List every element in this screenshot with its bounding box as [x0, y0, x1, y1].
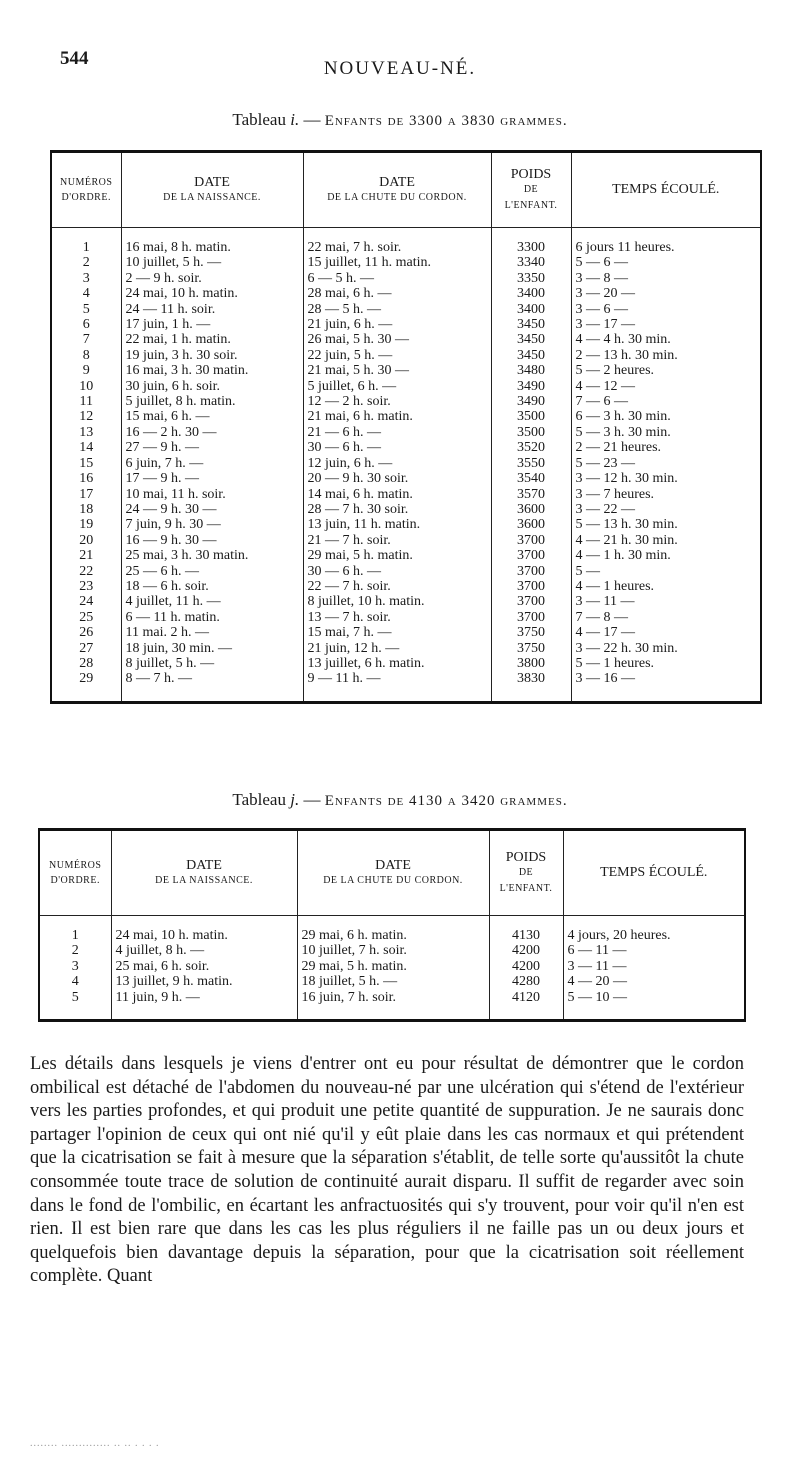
- date-naissance: 5 juillet, 8 h. matin.: [121, 394, 303, 409]
- temps-ecoule: 5 — 6 —: [575, 255, 628, 271]
- row-number: 5: [39, 990, 111, 1021]
- row-number: 23: [51, 579, 121, 594]
- poids: 3600: [491, 502, 571, 517]
- table-row: [39, 974, 745, 989]
- date-chute: 28 — 5 h. —: [303, 302, 491, 317]
- row-number: 29: [51, 671, 121, 702]
- date-chute: 21 juin, 12 h. —: [303, 641, 491, 656]
- row-number: 2: [39, 943, 111, 958]
- table-row: [51, 517, 761, 532]
- temps-ecoule: 3 — 22 h. 30 min.: [575, 640, 678, 656]
- caption-prefix: Tableau: [232, 110, 291, 129]
- poids: 3500: [491, 425, 571, 440]
- date-naissance: 27 — 9 h. —: [121, 440, 303, 455]
- row-number: 13: [51, 425, 121, 440]
- date-naissance: 8 juillet, 5 h. —: [121, 656, 303, 671]
- temps-ecoule: 4 — 1 heures.: [575, 578, 655, 594]
- date-chute: 15 mai, 7 h. —: [303, 625, 491, 640]
- temps-ecoule: 4 — 20 —: [567, 974, 627, 990]
- header-temps: TEMPS ÉCOULÉ.: [563, 830, 745, 916]
- date-naissance: 16 mai, 8 h. matin.: [121, 228, 303, 256]
- temps-ecoule: 2 — 13 h. 30 min.: [575, 347, 678, 363]
- date-naissance: 16 mai, 3 h. 30 matin.: [121, 363, 303, 378]
- table-j-body: [39, 916, 745, 1021]
- date-naissance: 30 juin, 6 h. soir.: [121, 379, 303, 394]
- caption-letter: j.: [290, 790, 300, 809]
- caption-text: Enfants de 4130 a 3420 grammes.: [324, 793, 568, 809]
- date-naissance: 24 mai, 10 h. matin.: [121, 286, 303, 301]
- table-row: [51, 487, 761, 502]
- table-j: [38, 828, 746, 1022]
- footer-dots: ........ .............. .. .. . . . .: [30, 1438, 160, 1449]
- row-number: 17: [51, 487, 121, 502]
- table-row: [39, 943, 745, 958]
- date-naissance: 17 juin, 1 h. —: [121, 317, 303, 332]
- temps-ecoule: 2 — 21 heures.: [575, 440, 662, 456]
- caption-dash: —: [299, 110, 325, 129]
- table-i-caption: [0, 110, 800, 130]
- date-naissance: 15 mai, 6 h. —: [121, 409, 303, 424]
- date-chute: 12 juin, 6 h. —: [303, 456, 491, 471]
- temps-ecoule: 3 — 11 —: [567, 958, 627, 974]
- row-number: 3: [39, 959, 111, 974]
- row-number: 15: [51, 456, 121, 471]
- table-row: [51, 533, 761, 548]
- date-naissance: 18 — 6 h. soir.: [121, 579, 303, 594]
- date-naissance: 16 — 2 h. 30 —: [121, 425, 303, 440]
- poids: 3490: [491, 379, 571, 394]
- date-chute: 18 juillet, 5 h. —: [297, 974, 489, 989]
- poids: 3700: [491, 564, 571, 579]
- date-chute: 21 juin, 6 h. —: [303, 317, 491, 332]
- date-chute: 16 juin, 7 h. soir.: [297, 990, 489, 1021]
- row-number: 4: [51, 286, 121, 301]
- table-row: [51, 302, 761, 317]
- date-chute: 10 juillet, 7 h. soir.: [297, 943, 489, 958]
- header-date-naissance: DATE DE LA NAISSANCE.: [121, 152, 303, 228]
- table-i: [50, 150, 762, 704]
- caption-prefix: Tableau: [232, 790, 291, 809]
- row-number: 22: [51, 564, 121, 579]
- date-chute: 21 — 6 h. —: [303, 425, 491, 440]
- temps-ecoule: 5 — 13 h. 30 min.: [575, 517, 678, 533]
- row-number: 27: [51, 641, 121, 656]
- date-naissance: 19 juin, 3 h. 30 soir.: [121, 348, 303, 363]
- table-row: [51, 425, 761, 440]
- poids: 3540: [491, 471, 571, 486]
- date-naissance: 25 mai, 3 h. 30 matin.: [121, 548, 303, 563]
- caption-text: Enfants de 3300 a 3830 grammes.: [324, 113, 568, 129]
- table-row: [51, 255, 761, 270]
- temps-ecoule: 5 — 23 —: [575, 455, 635, 471]
- date-naissance: 11 mai. 2 h. —: [121, 625, 303, 640]
- poids: 3480: [491, 363, 571, 378]
- table-i-body: [51, 228, 761, 703]
- date-chute: 28 — 7 h. 30 soir.: [303, 502, 491, 517]
- table-row: [39, 959, 745, 974]
- date-chute: 13 juillet, 6 h. matin.: [303, 656, 491, 671]
- temps-ecoule: 7 — 8 —: [575, 609, 628, 625]
- header-poids: POIDS DE L'ENFANT.: [491, 152, 571, 228]
- poids: 3700: [491, 533, 571, 548]
- date-naissance: 25 — 6 h. —: [121, 564, 303, 579]
- row-number: 1: [51, 228, 121, 256]
- date-chute: 21 — 7 h. soir.: [303, 533, 491, 548]
- row-number: 25: [51, 610, 121, 625]
- temps-ecoule: 3 — 8 —: [575, 270, 628, 286]
- table-j-caption: [0, 790, 800, 810]
- table-row: [51, 656, 761, 671]
- date-naissance: 2 — 9 h. soir.: [121, 271, 303, 286]
- date-chute: 30 — 6 h. —: [303, 440, 491, 455]
- date-chute: 8 juillet, 10 h. matin.: [303, 594, 491, 609]
- table-row: [51, 317, 761, 332]
- row-number: 10: [51, 379, 121, 394]
- date-naissance: 4 juillet, 11 h. —: [121, 594, 303, 609]
- date-naissance: 16 — 9 h. 30 —: [121, 533, 303, 548]
- row-number: 2: [51, 255, 121, 270]
- temps-ecoule: 7 — 6 —: [575, 394, 628, 410]
- poids: 3700: [491, 579, 571, 594]
- running-head: NOUVEAU-NÉ.: [323, 58, 477, 79]
- row-number: 3: [51, 271, 121, 286]
- date-naissance: 18 juin, 30 min. —: [121, 641, 303, 656]
- table-row: [51, 548, 761, 563]
- date-naissance: 6 — 11 h. matin.: [121, 610, 303, 625]
- temps-ecoule: 6 — 3 h. 30 min.: [575, 409, 671, 425]
- poids: 3800: [491, 656, 571, 671]
- poids: 3400: [491, 286, 571, 301]
- temps-ecoule: 5 — 2 heures.: [575, 363, 655, 379]
- table-row: [51, 625, 761, 640]
- date-chute: 15 juillet, 11 h. matin.: [303, 255, 491, 270]
- temps-ecoule: 6 — 11 —: [567, 943, 627, 959]
- poids: 3450: [491, 317, 571, 332]
- poids: 3550: [491, 456, 571, 471]
- date-chute: 6 — 5 h. —: [303, 271, 491, 286]
- date-chute: 29 mai, 5 h. matin.: [297, 959, 489, 974]
- date-chute: 13 — 7 h. soir.: [303, 610, 491, 625]
- row-number: 7: [51, 332, 121, 347]
- table-row: [51, 610, 761, 625]
- temps-ecoule: 4 — 17 —: [575, 625, 635, 641]
- table-row: [39, 990, 745, 1021]
- temps-ecoule: 5 — 1 heures.: [575, 655, 655, 671]
- date-naissance: 10 juillet, 5 h. —: [121, 255, 303, 270]
- date-chute: 12 — 2 h. soir.: [303, 394, 491, 409]
- temps-ecoule: 3 — 12 h. 30 min.: [575, 471, 678, 487]
- caption-dash: —: [299, 790, 325, 809]
- temps-ecoule: 5 —: [575, 563, 600, 579]
- row-number: 20: [51, 533, 121, 548]
- date-chute: 22 mai, 7 h. soir.: [303, 228, 491, 256]
- date-naissance: 17 — 9 h. —: [121, 471, 303, 486]
- table-row: [51, 564, 761, 579]
- table-row: [39, 916, 745, 944]
- row-number: 12: [51, 409, 121, 424]
- caption-letter: i.: [290, 110, 300, 129]
- poids: 4200: [489, 959, 563, 974]
- row-number: 16: [51, 471, 121, 486]
- date-naissance: 24 mai, 10 h. matin.: [111, 916, 297, 944]
- table-row: [51, 348, 761, 363]
- date-chute: 29 mai, 5 h. matin.: [303, 548, 491, 563]
- date-naissance: 25 mai, 6 h. soir.: [111, 959, 297, 974]
- poids: 3300: [491, 228, 571, 256]
- table-i-header-row: [51, 152, 761, 228]
- poids: 3450: [491, 332, 571, 347]
- body-paragraph: Les détails dans lesquels je viens d'entrer ont eu pour résultat de démontrer que le cordon ombilical est détaché de l'abdomen du nouveau-né par une ulcération qui s'étend de l'extérieur vers les parties profondes, et qui produit une petite quantité de suppuration. Je ne saurais donc partager l'opinion de ceux qui ont nié qu'il y eût plaie dans les cas normaux et qui prétendent que la cicatrisation se fait à mesure que la séparation s'établit, de telle sorte qu'aussitôt la chute consommée toute trace de solution de continuité aurait disparu. Il suffit de regarder avec soin dans le fond de l'ombilic, en écartant les anfractuosités qui s'y trouvent, pour voir qu'il n'en est rien. Il est bien rare que dans les cas les plus réguliers il ne faille pas un ou deux jours et quelquefois bien davantage depuis la séparation, pour que la cicatrisation soit réellement complète. Quant: [30, 1054, 744, 1287]
- header-temps: TEMPS ÉCOULÉ.: [571, 152, 761, 228]
- date-chute: 21 mai, 5 h. 30 —: [303, 363, 491, 378]
- table-row: [51, 456, 761, 471]
- table-row: [51, 502, 761, 517]
- date-chute: 21 mai, 6 h. matin.: [303, 409, 491, 424]
- poids: 3340: [491, 255, 571, 270]
- poids: 3400: [491, 302, 571, 317]
- table-row: [51, 440, 761, 455]
- date-chute: 9 — 11 h. —: [303, 671, 491, 702]
- table-row: [51, 394, 761, 409]
- row-number: 19: [51, 517, 121, 532]
- temps-ecoule: 5 — 10 —: [567, 989, 627, 1005]
- row-number: 9: [51, 363, 121, 378]
- date-naissance: 7 juin, 9 h. 30 —: [121, 517, 303, 532]
- header-poids: POIDS DE L'ENFANT.: [489, 830, 563, 916]
- header-date-chute: DATE DE LA CHUTE DU CORDON.: [303, 152, 491, 228]
- date-chute: 14 mai, 6 h. matin.: [303, 487, 491, 502]
- poids: 3750: [491, 641, 571, 656]
- poids: 3700: [491, 594, 571, 609]
- temps-ecoule: 4 jours, 20 heures.: [567, 928, 671, 943]
- header-numeros: NUMÉROS D'ORDRE.: [39, 830, 111, 916]
- date-naissance: 24 — 9 h. 30 —: [121, 502, 303, 517]
- temps-ecoule: 3 — 22 —: [575, 501, 635, 517]
- temps-ecoule: 5 — 3 h. 30 min.: [575, 424, 671, 440]
- poids: 3700: [491, 548, 571, 563]
- poids: 3570: [491, 487, 571, 502]
- table-row: [51, 471, 761, 486]
- table-j-header-row: [39, 830, 745, 916]
- table-row: [51, 594, 761, 609]
- table-row: [51, 286, 761, 301]
- row-number: 21: [51, 548, 121, 563]
- date-naissance: 24 — 11 h. soir.: [121, 302, 303, 317]
- table-row: [51, 671, 761, 702]
- date-naissance: 13 juillet, 9 h. matin.: [111, 974, 297, 989]
- row-number: 24: [51, 594, 121, 609]
- temps-ecoule: 3 — 6 —: [575, 301, 628, 317]
- header-date-chute: DATE DE LA CHUTE DU CORDON.: [297, 830, 489, 916]
- temps-ecoule: 4 — 21 h. 30 min.: [575, 532, 678, 548]
- date-chute: 29 mai, 6 h. matin.: [297, 916, 489, 944]
- table-row: [51, 228, 761, 256]
- table-row: [51, 409, 761, 424]
- temps-ecoule: 4 — 4 h. 30 min.: [575, 332, 671, 348]
- table-row: [51, 332, 761, 347]
- poids: 4130: [489, 916, 563, 944]
- date-naissance: 10 mai, 11 h. soir.: [121, 487, 303, 502]
- header-numeros: NUMÉROS D'ORDRE.: [51, 152, 121, 228]
- temps-ecoule: 6 jours 11 heures.: [575, 240, 675, 255]
- date-chute: 26 mai, 5 h. 30 —: [303, 332, 491, 347]
- date-naissance: 4 juillet, 8 h. —: [111, 943, 297, 958]
- date-chute: 22 — 7 h. soir.: [303, 579, 491, 594]
- temps-ecoule: 3 — 7 heures.: [575, 486, 655, 502]
- row-number: 26: [51, 625, 121, 640]
- date-chute: 30 — 6 h. —: [303, 564, 491, 579]
- temps-ecoule: 4 — 12 —: [575, 378, 635, 394]
- temps-ecoule: 3 — 11 —: [575, 594, 635, 610]
- temps-ecoule: 3 — 20 —: [575, 286, 635, 302]
- poids: 4200: [489, 943, 563, 958]
- table-row: [51, 363, 761, 378]
- row-number: 4: [39, 974, 111, 989]
- date-chute: 5 juillet, 6 h. —: [303, 379, 491, 394]
- row-number: 14: [51, 440, 121, 455]
- table-row: [51, 579, 761, 594]
- date-chute: 22 juin, 5 h. —: [303, 348, 491, 363]
- row-number: 1: [39, 916, 111, 944]
- row-number: 11: [51, 394, 121, 409]
- table-row: [51, 641, 761, 656]
- poids: 3490: [491, 394, 571, 409]
- header-date-naissance: DATE DE LA NAISSANCE.: [111, 830, 297, 916]
- temps-ecoule: 3 — 17 —: [575, 317, 635, 333]
- row-number: 18: [51, 502, 121, 517]
- poids: 3830: [491, 671, 571, 702]
- table-row: [51, 379, 761, 394]
- poids: 3520: [491, 440, 571, 455]
- poids: 3700: [491, 610, 571, 625]
- poids: 3750: [491, 625, 571, 640]
- row-number: 6: [51, 317, 121, 332]
- poids: 4280: [489, 974, 563, 989]
- poids: 3450: [491, 348, 571, 363]
- row-number: 28: [51, 656, 121, 671]
- date-naissance: 11 juin, 9 h. —: [111, 990, 297, 1021]
- date-chute: 28 mai, 6 h. —: [303, 286, 491, 301]
- row-number: 5: [51, 302, 121, 317]
- date-naissance: 22 mai, 1 h. matin.: [121, 332, 303, 347]
- date-naissance: 8 — 7 h. —: [121, 671, 303, 702]
- date-chute: 20 — 9 h. 30 soir.: [303, 471, 491, 486]
- poids: 4120: [489, 990, 563, 1021]
- temps-ecoule: 3 — 16 —: [575, 671, 635, 687]
- poids: 3350: [491, 271, 571, 286]
- date-naissance: 6 juin, 7 h. —: [121, 456, 303, 471]
- table-row: [51, 271, 761, 286]
- temps-ecoule: 4 — 1 h. 30 min.: [575, 548, 671, 564]
- poids: 3600: [491, 517, 571, 532]
- date-chute: 13 juin, 11 h. matin.: [303, 517, 491, 532]
- poids: 3500: [491, 409, 571, 424]
- row-number: 8: [51, 348, 121, 363]
- page-number: 544: [60, 48, 89, 69]
